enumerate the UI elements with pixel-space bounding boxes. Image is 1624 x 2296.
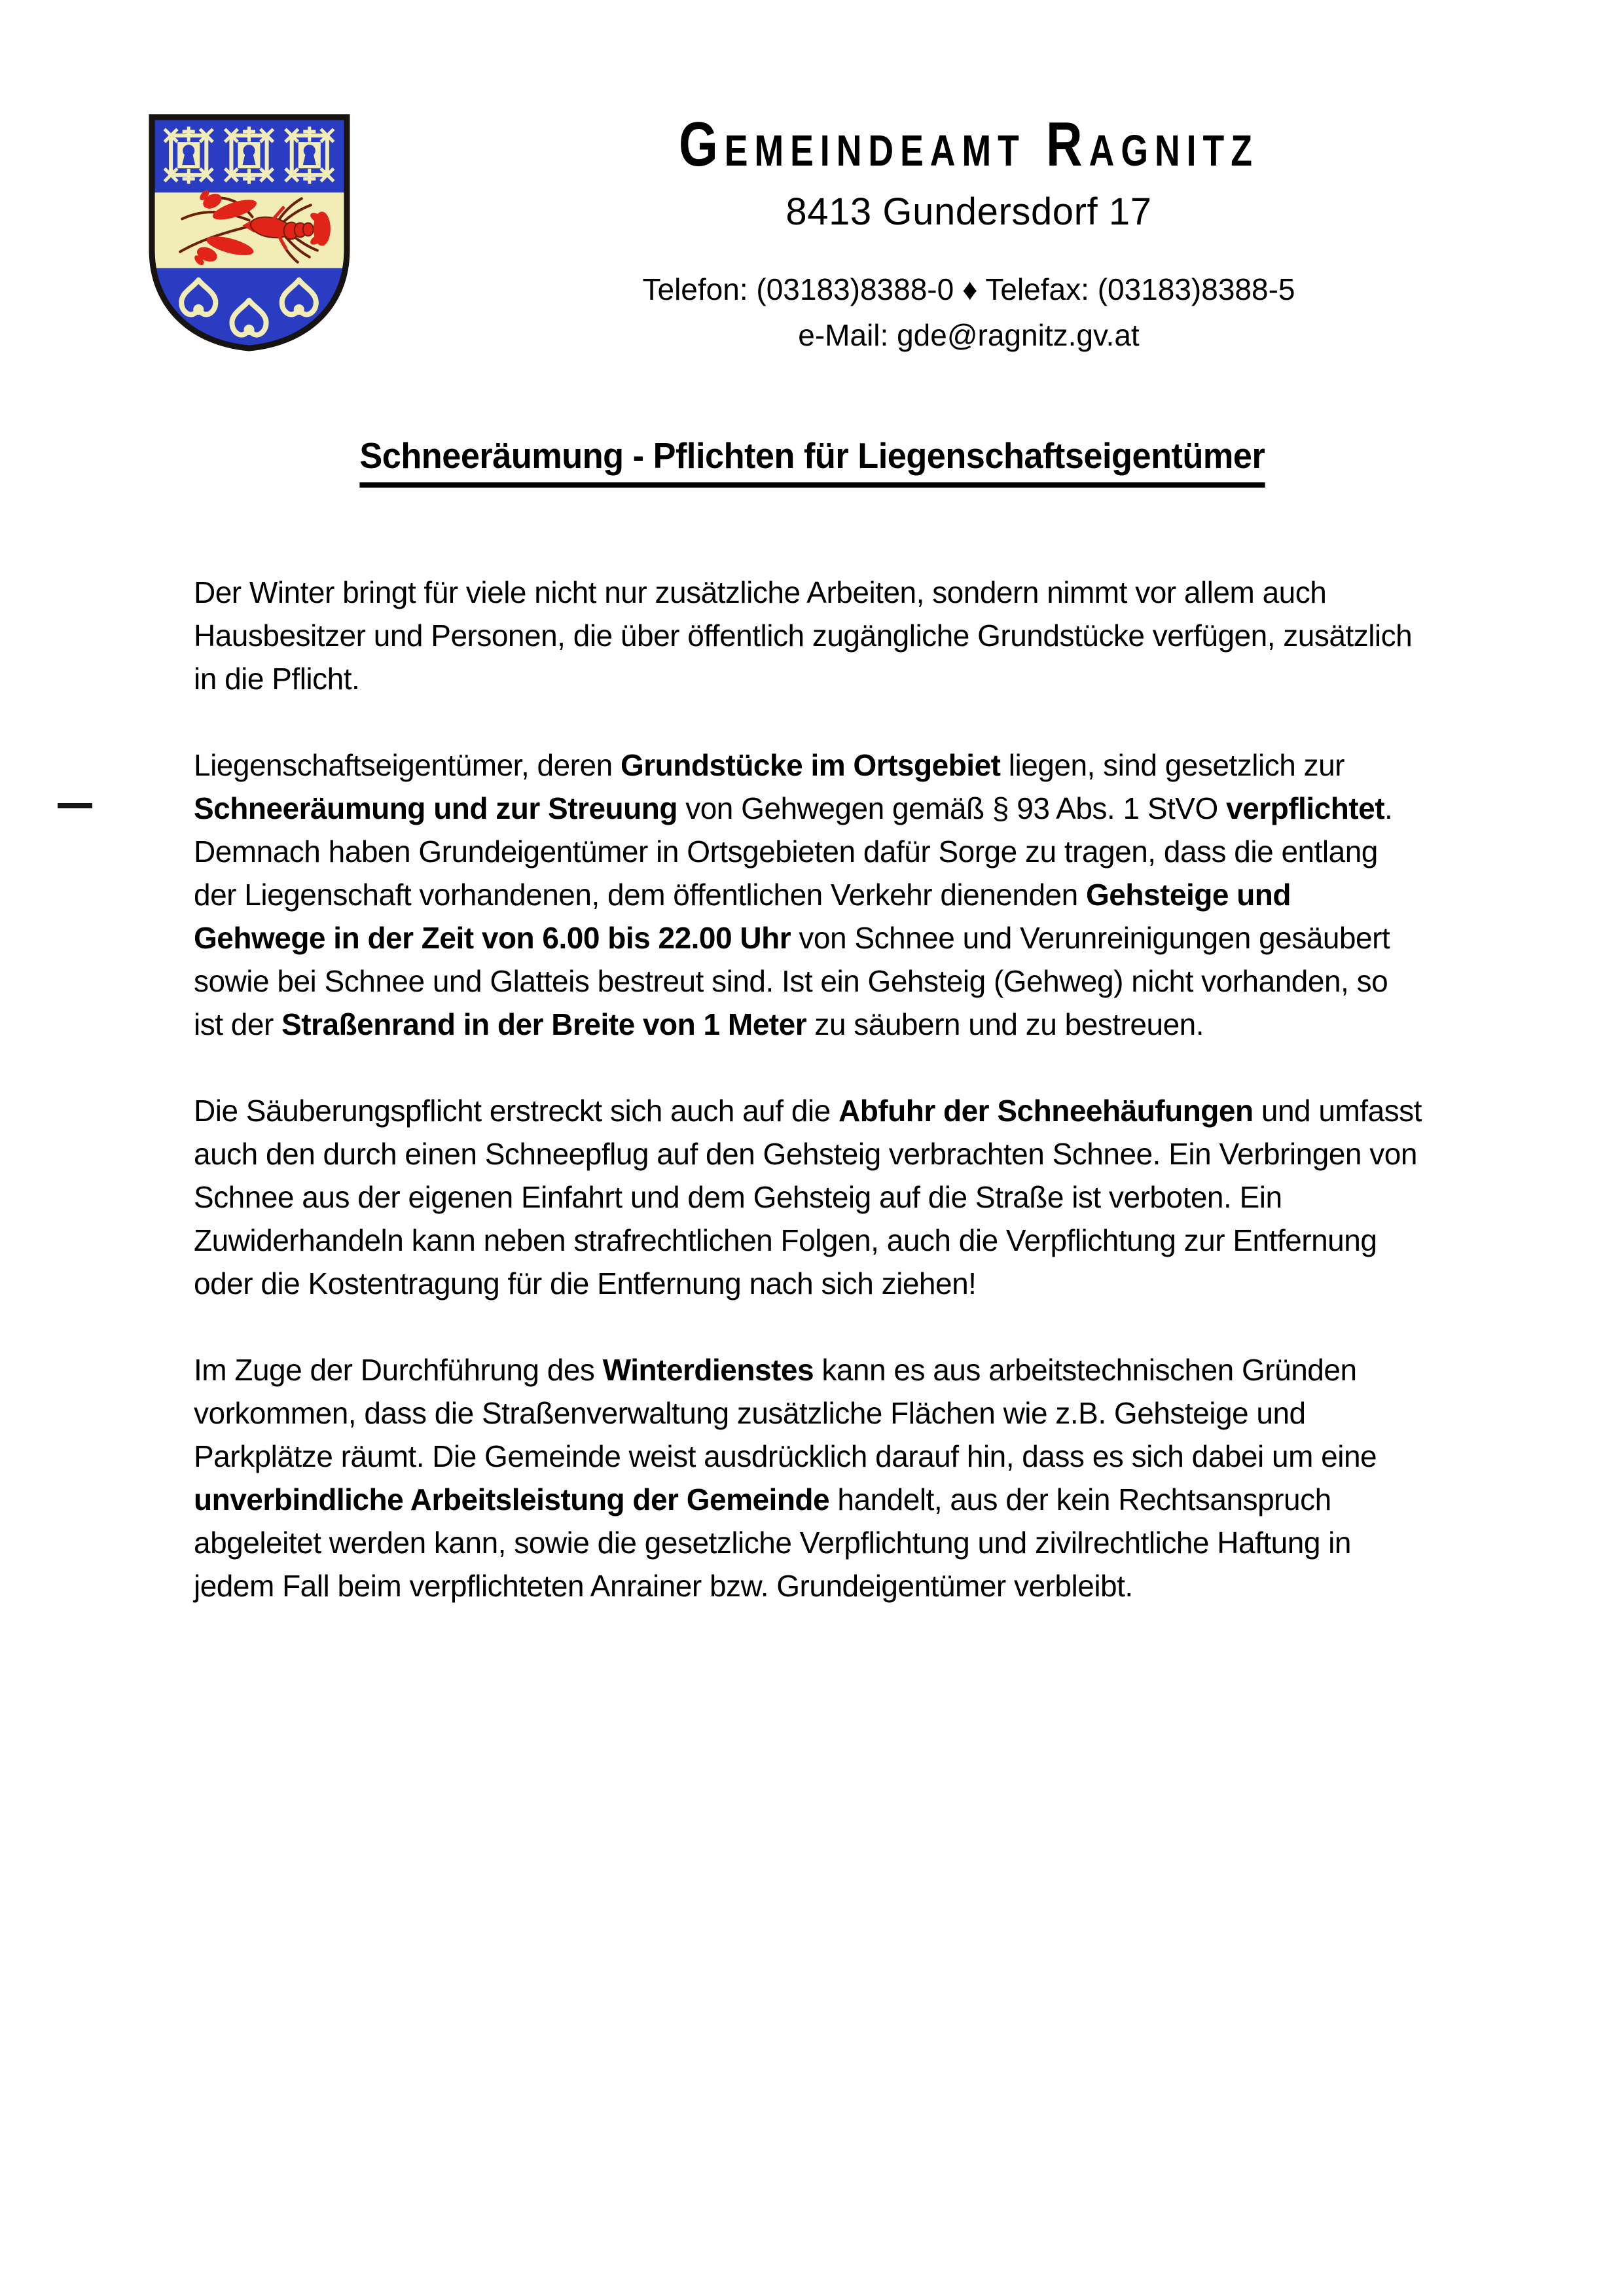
org-name: Gemeindeamt Ragnitz — [678, 109, 1259, 179]
paragraph: Der Winter bringt für viele nicht nur zusätzliche Arbeiten, sondern nimmt vor allem auch Hausbesitzer und Personen, die über öffentlich zugängliche Grundstücke verfügen, zusätzlich in die Pflicht. — [194, 575, 1413, 696]
ragnitz-coat-of-arms-icon — [144, 111, 355, 355]
fold-mark — [58, 803, 92, 808]
document-title-wrap — [0, 435, 1624, 488]
org-email-line: e-Mail: gde@ragnitz.gv.at — [798, 317, 1140, 352]
letterhead — [497, 110, 1440, 353]
body-paragraphs — [194, 571, 1424, 1651]
paragraph: Im Zuge der Durchführung des Winterdienstes kann es aus arbeitstechnischen Gründen vorkommen, dass die Straßenverwaltung zusätzliche Flächen wie z.B. Gehsteige und Parkplätze räumt. Die Gemeinde weist ausdrücklich darauf hin, dass es sich dabei um eine unverbindliche Arbeitsleistung der Gemeinde handelt, aus der kein Rechtsanspruch abgeleitet werden kann, sowie die gesetzliche Verpflichtung und zivilrechtliche Haftung in jedem Fall beim verpflichteten Anrainer bzw. Grundeigentümer verbleibt. — [194, 1353, 1377, 1603]
org-phone-line: Telefon: (03183)8388-0 ♦ Telefax: (03183)8388-5 — [642, 272, 1295, 306]
coat-of-arms — [144, 111, 355, 355]
org-address: 8413 Gundersdorf 17 — [785, 190, 1152, 233]
document-title: Schneeräumung - Pflichten für Liegenschaftseigentümer — [359, 435, 1265, 488]
paragraph: Die Säuberungspflicht erstreckt sich auch auf die Abfuhr der Schneehäufungen und umfasst auch den durch einen Schneepflug auf den Gehsteig verbrachten Schnee. Ein Verbringen von Schnee aus der eigenen Einfahrt und dem Gehsteig auf die Straße ist verboten. Ein Zuwiderhandeln kann neben strafrechtlichen Folgen, auch die Verpflichtung zur Entfernung oder die Kostentragung für die Entfernung nach sich ziehen! — [194, 1094, 1422, 1300]
paragraph: Liegenschaftseigentümer, deren Grundstücke im Ortsgebiet liegen, sind gesetzlich zur Schneeräumung und zur Streuung von Gehwegen gemäß § 93 Abs. 1 StVO verpflichtet. Demnach haben Grundeigentümer in Ortsgebieten dafür Sorge zu tragen, dass die entlang der Liegenschaft vorhandenen, dem öffentlichen Verkehr dienenden Gehsteige und Gehwege in der Zeit von 6.00 bis 22.00 Uhr von Schnee und Verunreinigungen gesäubert sowie bei Schnee und Glatteis bestreut sind. Ist ein Gehsteig (Gehweg) nicht vorhanden, so ist der Straßenrand in der Breite von 1 Meter zu säubern und zu bestreuen. — [194, 748, 1393, 1041]
